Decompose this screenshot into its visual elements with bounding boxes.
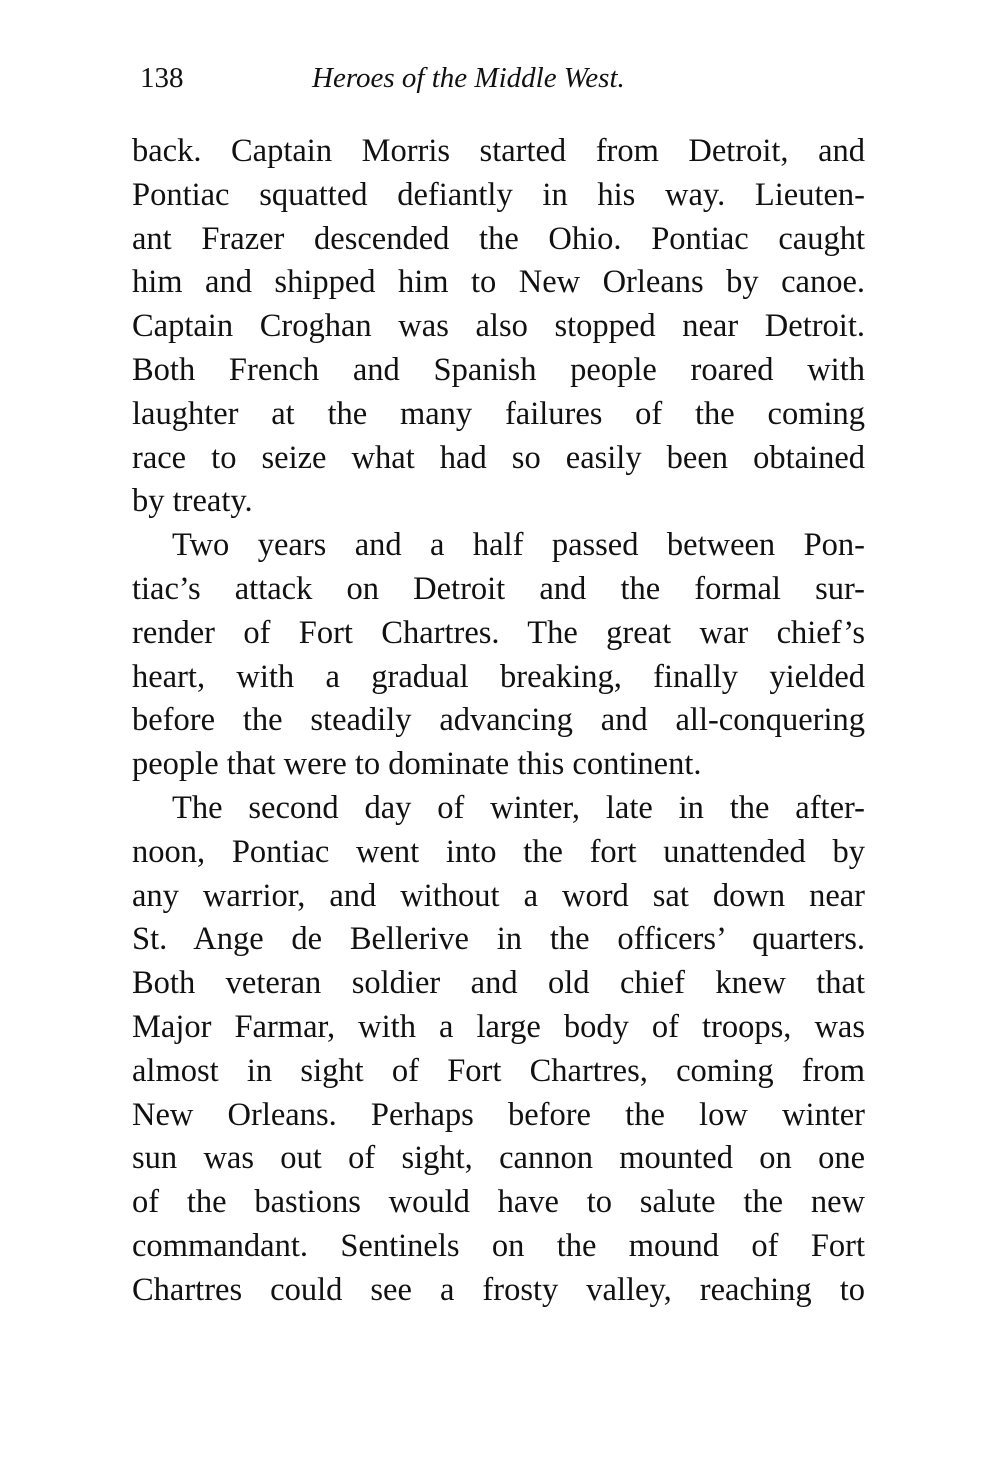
text-line: Both French and Spanish people roared with bbox=[132, 351, 865, 388]
text-line: heart, with a gradual breaking, finally yielded bbox=[132, 658, 865, 695]
text-line: ant Frazer descended the Ohio. Pontiac caught bbox=[132, 220, 865, 257]
text-line: Both veteran soldier and old chief knew that bbox=[132, 965, 865, 1002]
text-line: people that were to dominate this continent. bbox=[132, 746, 702, 783]
text-line: New Orleans. Perhaps before the low winter bbox=[132, 1096, 865, 1133]
text-line: him and shipped him to New Orleans by canoe. bbox=[132, 264, 865, 301]
text-line: race to seize what had so easily been obtained bbox=[132, 439, 865, 476]
text-line: tiac’s attack on Detroit and the formal sur- bbox=[132, 570, 865, 607]
text-line: of the bastions would have to salute the new bbox=[132, 1184, 865, 1221]
text-line: commandant. Sentinels on the mound of Fort bbox=[132, 1227, 865, 1264]
text-line: before the steadily advancing and all-conquering bbox=[132, 702, 865, 739]
text-line: Major Farmar, with a large body of troops, was bbox=[132, 1008, 865, 1045]
text-line: by treaty. bbox=[132, 483, 253, 520]
text-line: Pontiac squatted defiantly in his way. Lieuten- bbox=[132, 176, 865, 213]
text-line: Captain Croghan was also stopped near Detroit. bbox=[132, 308, 865, 345]
text-line: sun was out of sight, cannon mounted on one bbox=[132, 1140, 865, 1177]
text-line: almost in sight of Fort Chartres, coming from bbox=[132, 1052, 865, 1089]
page-header bbox=[140, 58, 860, 98]
text-line: Two years and a half passed between Pon- bbox=[172, 527, 865, 564]
text-line: any warrior, and without a word sat down near bbox=[132, 877, 865, 914]
running-title: Heroes of the Middle West. bbox=[312, 62, 625, 94]
text-line: The second day of winter, late in the after- bbox=[172, 789, 865, 826]
body-text bbox=[132, 130, 865, 1313]
text-line: render of Fort Chartres. The great war chief’s bbox=[132, 614, 865, 651]
text-line: laughter at the many failures of the coming bbox=[132, 395, 865, 432]
text-line: St. Ange de Bellerive in the officers’ quarters. bbox=[132, 921, 865, 958]
text-line: back. Captain Morris started from Detroit, and bbox=[132, 133, 865, 169]
text-line: Chartres could see a frosty valley, reaching to bbox=[132, 1271, 865, 1308]
text-line: noon, Pontiac went into the fort unattended by bbox=[132, 833, 865, 870]
page-number: 138 bbox=[140, 62, 184, 94]
